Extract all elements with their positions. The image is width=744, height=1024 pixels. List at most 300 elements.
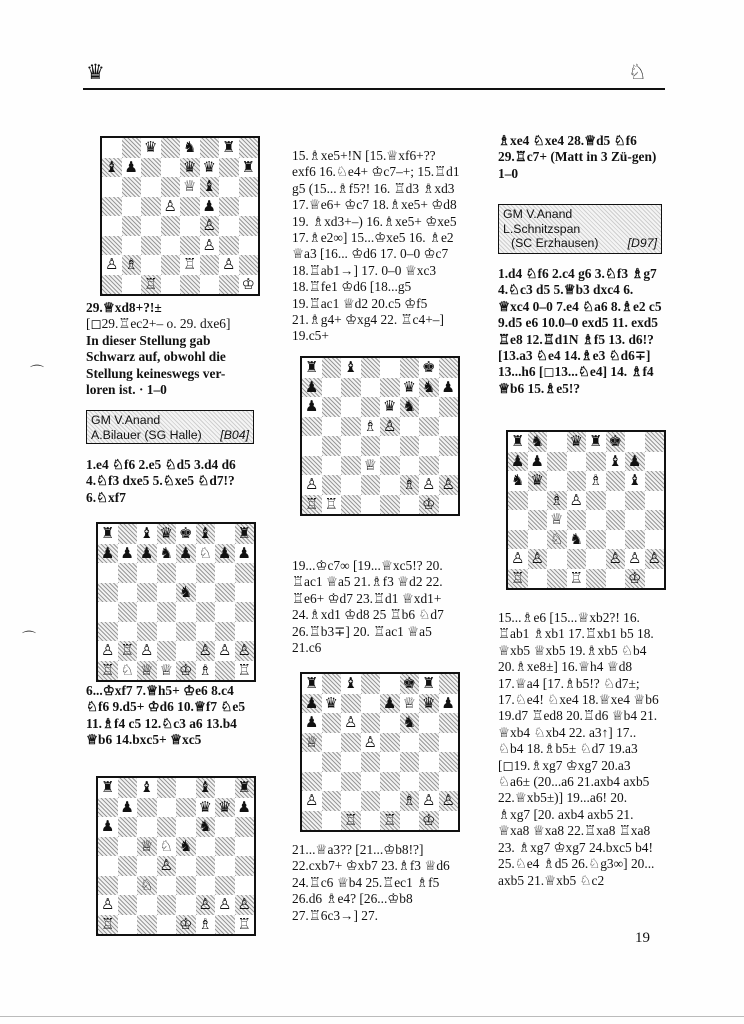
board-square bbox=[419, 772, 439, 792]
board-square: ♟ bbox=[302, 397, 322, 417]
board-square bbox=[586, 549, 606, 569]
board-square: ♛ bbox=[400, 378, 420, 398]
board-square bbox=[196, 583, 216, 603]
board-square bbox=[235, 583, 255, 603]
board-square: ♛ bbox=[528, 471, 548, 491]
board-square bbox=[547, 452, 567, 472]
board-square: ♖ bbox=[118, 641, 138, 661]
middle-text-3: 21...♕a3?? [21...♔b8!?] 22.cxb7+ ♔xb7 23.♗f3 ♕d6 24.♖c6 ♕b4 25.♖ec1 ♗f5 26.d6 ♗e4? [26...♔b8 27.♖6c3→] 27. bbox=[292, 842, 450, 923]
board-square: ♘ bbox=[196, 544, 216, 564]
board-square bbox=[380, 475, 400, 495]
board-square bbox=[161, 216, 181, 236]
board-square bbox=[219, 197, 239, 217]
board-square bbox=[361, 397, 381, 417]
board-square: ♟ bbox=[302, 713, 322, 733]
board-square bbox=[645, 510, 665, 530]
board-square: ♞ bbox=[400, 713, 420, 733]
board-square bbox=[322, 811, 342, 831]
board-square: ♙ bbox=[528, 549, 548, 569]
board-square: ♙ bbox=[215, 895, 235, 915]
board-square: ♗ bbox=[361, 417, 381, 437]
board-square bbox=[606, 510, 626, 530]
board-square bbox=[302, 811, 322, 831]
board-square bbox=[98, 622, 118, 642]
board-square: ♙ bbox=[361, 733, 381, 753]
board-square bbox=[439, 811, 459, 831]
board-square: ♝ bbox=[102, 158, 122, 178]
club-name: (SC Erzhausen) bbox=[511, 236, 599, 250]
board-square bbox=[322, 713, 342, 733]
board-square: ♛ bbox=[141, 138, 161, 158]
board-square: ♝ bbox=[341, 674, 361, 694]
board-square: ♞ bbox=[157, 544, 177, 564]
board-square: ♟ bbox=[235, 544, 255, 564]
board-square: ♟ bbox=[508, 452, 528, 472]
board-square bbox=[98, 798, 118, 818]
chess-diagram-5 bbox=[300, 672, 460, 832]
board-square bbox=[645, 569, 665, 589]
board-square: ♖ bbox=[180, 255, 200, 275]
board-square bbox=[122, 177, 142, 197]
board-square: ♔ bbox=[419, 495, 439, 515]
board-square: ♙ bbox=[200, 216, 220, 236]
board-square bbox=[102, 177, 122, 197]
board-square: ♖ bbox=[322, 495, 342, 515]
board-square bbox=[137, 583, 157, 603]
board-square bbox=[118, 856, 138, 876]
board-square: ♙ bbox=[98, 895, 118, 915]
board-square bbox=[302, 436, 322, 456]
board-square bbox=[439, 713, 459, 733]
board-square bbox=[439, 436, 459, 456]
board-square bbox=[176, 622, 196, 642]
board-square: ♙ bbox=[508, 549, 528, 569]
board-square bbox=[361, 772, 381, 792]
board-square: ♙ bbox=[196, 895, 216, 915]
board-square bbox=[341, 495, 361, 515]
board-square bbox=[141, 255, 161, 275]
board-square bbox=[508, 491, 528, 511]
board-square bbox=[322, 417, 342, 437]
board-square: ♝ bbox=[625, 471, 645, 491]
board-square bbox=[400, 417, 420, 437]
board-square bbox=[118, 876, 138, 896]
board-square bbox=[98, 563, 118, 583]
board-square: ♙ bbox=[625, 549, 645, 569]
board-square bbox=[196, 602, 216, 622]
board-square bbox=[341, 694, 361, 714]
board-square: ♕ bbox=[302, 733, 322, 753]
board-square: ♙ bbox=[439, 791, 459, 811]
board-square bbox=[341, 791, 361, 811]
board-square: ♞ bbox=[196, 817, 216, 837]
board-square bbox=[215, 915, 235, 935]
board-square bbox=[118, 778, 138, 798]
board-square: ♗ bbox=[122, 255, 142, 275]
board-square: ♙ bbox=[98, 641, 118, 661]
board-square bbox=[341, 772, 361, 792]
board-square: ♙ bbox=[137, 641, 157, 661]
board-square bbox=[98, 876, 118, 896]
board-square bbox=[528, 530, 548, 550]
board-square: ♙ bbox=[200, 236, 220, 256]
board-square: ♔ bbox=[176, 661, 196, 681]
board-square: ♛ bbox=[196, 798, 216, 818]
board-square bbox=[419, 397, 439, 417]
board-square bbox=[322, 436, 342, 456]
board-square bbox=[322, 358, 342, 378]
board-square bbox=[400, 436, 420, 456]
board-square: ♗ bbox=[400, 475, 420, 495]
board-square bbox=[157, 876, 177, 896]
eco-code: [B04] bbox=[220, 427, 249, 442]
board-square bbox=[439, 772, 459, 792]
board-square bbox=[419, 713, 439, 733]
board-square bbox=[625, 491, 645, 511]
middle-text-2: 19...♔c7∞ [19...♕xc5!? 20. ♖ac1 ♕a5 21.♗f3 ♕d2 22. ♖e6+ ♔d7 23.♖d1 ♕xd1+ 24.♗xd1 ♔d8 25 ♖b6 ♘d7 26.♖b3∓] 20. ♖ac1 ♕a5 21.c6 bbox=[292, 558, 444, 656]
right-text-2: 1.d4 ♘f6 2.c4 g6 3.♘f3 ♗g7 4.♘c3 d5 5.♕b3 dxc4 6. ♕xc4 0–0 7.e4 ♘a6 8.♗e2 c5 9.d5 e6 10.0–0 exd5 11. exd5 ♖e8 12.♖d1N ♗f5 13. d6!? [13.a3 ♘e4 14.♗e3 ♘d6∓] 13...h6 [◻13...♘e4] 14. ♗f4 ♕b6 15.♗e5!? bbox=[498, 266, 662, 396]
board-square bbox=[361, 752, 381, 772]
board-square bbox=[239, 236, 259, 256]
board-square bbox=[380, 791, 400, 811]
board-square bbox=[625, 510, 645, 530]
board-square bbox=[122, 138, 142, 158]
board-square: ♘ bbox=[137, 876, 157, 896]
board-square bbox=[567, 510, 587, 530]
board-square bbox=[239, 255, 259, 275]
board-square bbox=[235, 602, 255, 622]
board-square: ♟ bbox=[122, 158, 142, 178]
board-square bbox=[137, 817, 157, 837]
board-square bbox=[361, 713, 381, 733]
board-square bbox=[176, 817, 196, 837]
black-player-2: L.Schnitzspan bbox=[503, 221, 581, 236]
game-header-box-2 bbox=[498, 204, 662, 254]
board-square: ♖ bbox=[98, 661, 118, 681]
board-square: ♖ bbox=[141, 275, 161, 295]
board-square bbox=[302, 752, 322, 772]
board-square bbox=[341, 397, 361, 417]
board-square: ♕ bbox=[547, 510, 567, 530]
board-square bbox=[361, 436, 381, 456]
board-square: ♜ bbox=[508, 432, 528, 452]
left-column-text-1 bbox=[86, 300, 254, 398]
board-square: ♚ bbox=[606, 432, 626, 452]
board-square: ♟ bbox=[380, 694, 400, 714]
board-square: ♟ bbox=[200, 197, 220, 217]
board-square bbox=[547, 549, 567, 569]
board-square: ♜ bbox=[302, 674, 322, 694]
board-square bbox=[302, 772, 322, 792]
board-square bbox=[118, 622, 138, 642]
chess-diagram-1 bbox=[100, 136, 260, 296]
white-player-2: GM V.Anand bbox=[503, 207, 573, 221]
board-square bbox=[196, 876, 216, 896]
right-text-3: 15...♗e6 [15...♕xb2?! 16. ♖ab1 ♗xb1 17.♖xb1 b5 18. ♕xb5 ♕xb5 19.♗xb5 ♘b4 20.♗xe8±] 16.♕h4 ♕d8 17.♕a4 [17.♗b5!? ♘d7±; 17.♘e4! ♘xe4 18.♕xe4 ♕b6 19.d7 ♖ed8 20.♖d6 ♕b4 21. ♕xb4 ♘xb4 22. a3↑] 17.. ♘b4 18.♗b5± ♘d7 19.a3 [◻19.♗xg7 ♔xg7 20.a3 ♘a6± (20...a6 21.axb4 axb5 22.♕xb5±)] 19...a6! 20. ♗xg7 [20. axb4 axb5 21. ♕xa8 ♕xa8 22.♖xa8 ♖xa8 23. ♗xg7 ♔xg7 24.bxc5 b4! 25.♘e4 ♗d5 26.♘g3∞] 20... axb5 21.♕xb5 ♘c2 bbox=[498, 610, 659, 888]
board-square bbox=[586, 569, 606, 589]
board-square: ♟ bbox=[528, 452, 548, 472]
board-square bbox=[180, 216, 200, 236]
board-square: ♞ bbox=[528, 432, 548, 452]
board-square bbox=[508, 530, 528, 550]
knight-icon: ♘ bbox=[628, 60, 647, 84]
board-square bbox=[157, 622, 177, 642]
white-player: GM V.Anand bbox=[91, 413, 161, 427]
board-square: ♟ bbox=[439, 694, 459, 714]
board-square bbox=[137, 622, 157, 642]
chess-diagram-4 bbox=[300, 356, 460, 516]
board-square bbox=[567, 549, 587, 569]
board-square bbox=[161, 255, 181, 275]
board-square bbox=[161, 177, 181, 197]
board-square bbox=[400, 811, 420, 831]
board-square bbox=[239, 216, 259, 236]
board-square: ♙ bbox=[567, 491, 587, 511]
board-square bbox=[341, 378, 361, 398]
board-square: ♙ bbox=[219, 255, 239, 275]
board-square bbox=[439, 752, 459, 772]
board-square bbox=[176, 778, 196, 798]
board-square: ♕ bbox=[137, 661, 157, 681]
board-square bbox=[219, 236, 239, 256]
board-square bbox=[508, 510, 528, 530]
board-square: ♚ bbox=[400, 674, 420, 694]
board-square bbox=[200, 138, 220, 158]
board-square bbox=[380, 358, 400, 378]
black-player: A.Bilauer (SG Halle) bbox=[91, 427, 202, 442]
middle-text-1: 15.♗xe5+!N [15.♕xf6+?? exf6 16.♘e4+ ♔c7–+; 15.♖d1 g5 (15...♗f5?! 16. ♖d3 ♗xd3 17.♕e6+ ♔c7 18.♗xe5+ ♔d8 19. ♗xd3+–) 16.♗xe5+ ♔xe5 17.♗e2∞] 15...♔xe5 16. ♗e2 ♕a3 [16... ♔d6 17. 0–0 ♔c7 18.♖ab1→] 17. 0–0 ♕xc3 18.♖fe1 ♔d6 [18...g5 19.♖ac1 ♕d2 20.c5 ♔f5 21.♗g4+ ♔xg4 22. ♖c4+–] 19.c5+ bbox=[292, 148, 460, 344]
board-square: ♜ bbox=[302, 358, 322, 378]
board-square bbox=[439, 456, 459, 476]
board-square bbox=[380, 713, 400, 733]
board-square: ♟ bbox=[98, 544, 118, 564]
board-square: ♙ bbox=[419, 791, 439, 811]
board-square: ♔ bbox=[176, 915, 196, 935]
board-square bbox=[439, 358, 459, 378]
game-header-box bbox=[86, 410, 254, 444]
board-square bbox=[98, 837, 118, 857]
board-square: ♙ bbox=[215, 641, 235, 661]
board-square bbox=[586, 452, 606, 472]
board-square bbox=[219, 177, 239, 197]
left-moves-1: 1.e4 ♘f6 2.e5 ♘d5 3.d4 d6 4.♘f3 dxe5 5.♘xe5 ♘d7!? 6.♘xf7 bbox=[86, 457, 236, 505]
board-square bbox=[137, 602, 157, 622]
board-square: ♟ bbox=[439, 378, 459, 398]
board-square: ♕ bbox=[157, 661, 177, 681]
board-square bbox=[98, 856, 118, 876]
board-square bbox=[567, 471, 587, 491]
board-square bbox=[380, 674, 400, 694]
board-square: ♜ bbox=[219, 138, 239, 158]
board-square bbox=[625, 432, 645, 452]
board-square bbox=[322, 475, 342, 495]
board-square bbox=[361, 358, 381, 378]
board-square bbox=[361, 475, 381, 495]
board-square: ♜ bbox=[419, 674, 439, 694]
board-square bbox=[219, 275, 239, 295]
board-square bbox=[322, 772, 342, 792]
board-square: ♝ bbox=[196, 778, 216, 798]
board-square: ♙ bbox=[161, 197, 181, 217]
annotation-text: [◻29.♖ec2+– o. 29. dxe6] bbox=[86, 316, 231, 332]
board-square bbox=[161, 158, 181, 178]
board-square: ♛ bbox=[215, 798, 235, 818]
board-square: ♕ bbox=[361, 456, 381, 476]
board-square bbox=[302, 456, 322, 476]
board-square bbox=[528, 569, 548, 589]
board-square bbox=[439, 397, 459, 417]
board-square: ♖ bbox=[341, 811, 361, 831]
board-square: ♙ bbox=[380, 417, 400, 437]
board-square bbox=[400, 456, 420, 476]
board-square bbox=[606, 471, 626, 491]
board-square: ♟ bbox=[176, 544, 196, 564]
board-square bbox=[235, 622, 255, 642]
board-square bbox=[215, 622, 235, 642]
comment-text: In dieser Stellung gab Schwarz auf, obwohl die Stellung keineswegs ver-loren ist. · 1–0 bbox=[86, 332, 226, 398]
board-square: ♝ bbox=[200, 177, 220, 197]
board-square bbox=[380, 456, 400, 476]
board-square bbox=[176, 602, 196, 622]
board-square: ♘ bbox=[157, 837, 177, 857]
board-square bbox=[180, 236, 200, 256]
board-square: ♛ bbox=[157, 524, 177, 544]
board-square bbox=[547, 432, 567, 452]
board-square bbox=[419, 733, 439, 753]
board-square bbox=[439, 674, 459, 694]
board-square: ♜ bbox=[239, 158, 259, 178]
board-square bbox=[176, 798, 196, 818]
board-square: ♙ bbox=[302, 791, 322, 811]
board-square: ♟ bbox=[625, 452, 645, 472]
board-square bbox=[361, 694, 381, 714]
board-square bbox=[122, 236, 142, 256]
right-text-1: ♗xe4 ♘xe4 28.♕d5 ♘f6 29.♖c7+ (Matt in 3 Zü-gen) 1–0 bbox=[498, 133, 657, 181]
board-square: ♖ bbox=[380, 811, 400, 831]
board-square: ♜ bbox=[235, 524, 255, 544]
board-square: ♜ bbox=[98, 524, 118, 544]
board-square bbox=[157, 641, 177, 661]
board-square: ♕ bbox=[137, 837, 157, 857]
board-square bbox=[322, 397, 342, 417]
board-square bbox=[118, 837, 138, 857]
move-text: 29.♕xd8+?!± bbox=[86, 300, 162, 315]
board-square bbox=[567, 452, 587, 472]
board-square bbox=[528, 491, 548, 511]
board-square bbox=[157, 602, 177, 622]
header-rule bbox=[83, 88, 665, 90]
board-square bbox=[439, 733, 459, 753]
board-square: ♕ bbox=[180, 177, 200, 197]
board-square: ♝ bbox=[341, 358, 361, 378]
board-square bbox=[361, 495, 381, 515]
board-square bbox=[341, 417, 361, 437]
board-square bbox=[102, 216, 122, 236]
board-square: ♞ bbox=[567, 530, 587, 550]
board-square bbox=[606, 491, 626, 511]
board-square: ♕ bbox=[400, 694, 420, 714]
board-square: ♗ bbox=[400, 791, 420, 811]
left-moves-2: 6...♔xf7 7.♕h5+ ♔e6 8.c4 ♘f6 9.d5+ ♔d6 10.♕f7 ♘e5 11.♗f4 c5 12.♘c3 a6 13.b4 ♕b6 14.bxc5+ ♕xc5 bbox=[86, 683, 246, 748]
board-square bbox=[118, 895, 138, 915]
board-square bbox=[176, 641, 196, 661]
board-square: ♟ bbox=[118, 544, 138, 564]
board-square bbox=[528, 510, 548, 530]
board-square bbox=[200, 255, 220, 275]
board-square bbox=[400, 495, 420, 515]
board-square bbox=[196, 856, 216, 876]
board-square: ♖ bbox=[235, 661, 255, 681]
margin-mark-2: ⌒ bbox=[22, 632, 36, 647]
board-square bbox=[215, 563, 235, 583]
board-square: ♙ bbox=[606, 549, 626, 569]
board-square: ♛ bbox=[567, 432, 587, 452]
board-square bbox=[176, 895, 196, 915]
board-square bbox=[419, 417, 439, 437]
board-square bbox=[98, 583, 118, 603]
board-square bbox=[215, 856, 235, 876]
board-square bbox=[102, 197, 122, 217]
board-square bbox=[215, 817, 235, 837]
board-square bbox=[419, 436, 439, 456]
board-square: ♝ bbox=[137, 778, 157, 798]
board-square: ♙ bbox=[645, 549, 665, 569]
board-square: ♙ bbox=[302, 475, 322, 495]
board-square bbox=[215, 602, 235, 622]
chess-diagram-6 bbox=[506, 430, 666, 590]
board-square bbox=[439, 495, 459, 515]
board-square bbox=[200, 275, 220, 295]
board-square: ♞ bbox=[176, 837, 196, 857]
board-square bbox=[102, 138, 122, 158]
board-square: ♟ bbox=[98, 817, 118, 837]
board-square bbox=[215, 876, 235, 896]
board-square: ♔ bbox=[239, 275, 259, 295]
board-square bbox=[157, 583, 177, 603]
board-square bbox=[235, 837, 255, 857]
board-square: ♖ bbox=[302, 495, 322, 515]
board-square: ♘ bbox=[547, 530, 567, 550]
board-square: ♙ bbox=[419, 475, 439, 495]
chess-diagram-3 bbox=[96, 776, 256, 936]
board-square: ♙ bbox=[196, 641, 216, 661]
chess-diagram-2 bbox=[96, 522, 256, 682]
board-square: ♛ bbox=[180, 158, 200, 178]
board-square bbox=[215, 583, 235, 603]
board-square bbox=[322, 378, 342, 398]
board-square bbox=[137, 563, 157, 583]
board-square bbox=[215, 778, 235, 798]
board-square bbox=[586, 491, 606, 511]
board-square bbox=[157, 817, 177, 837]
board-square bbox=[239, 138, 259, 158]
board-square bbox=[196, 622, 216, 642]
board-square: ♘ bbox=[118, 661, 138, 681]
queen-icon: ♛ bbox=[86, 60, 105, 84]
board-square bbox=[361, 378, 381, 398]
board-square bbox=[157, 915, 177, 935]
board-square: ♗ bbox=[196, 661, 216, 681]
board-square: ♙ bbox=[235, 641, 255, 661]
board-square: ♟ bbox=[302, 378, 322, 398]
board-square: ♜ bbox=[98, 778, 118, 798]
board-square bbox=[606, 530, 626, 550]
board-square bbox=[141, 177, 161, 197]
board-square bbox=[102, 275, 122, 295]
board-square bbox=[141, 236, 161, 256]
board-square bbox=[322, 752, 342, 772]
board-square: ♗ bbox=[196, 915, 216, 935]
